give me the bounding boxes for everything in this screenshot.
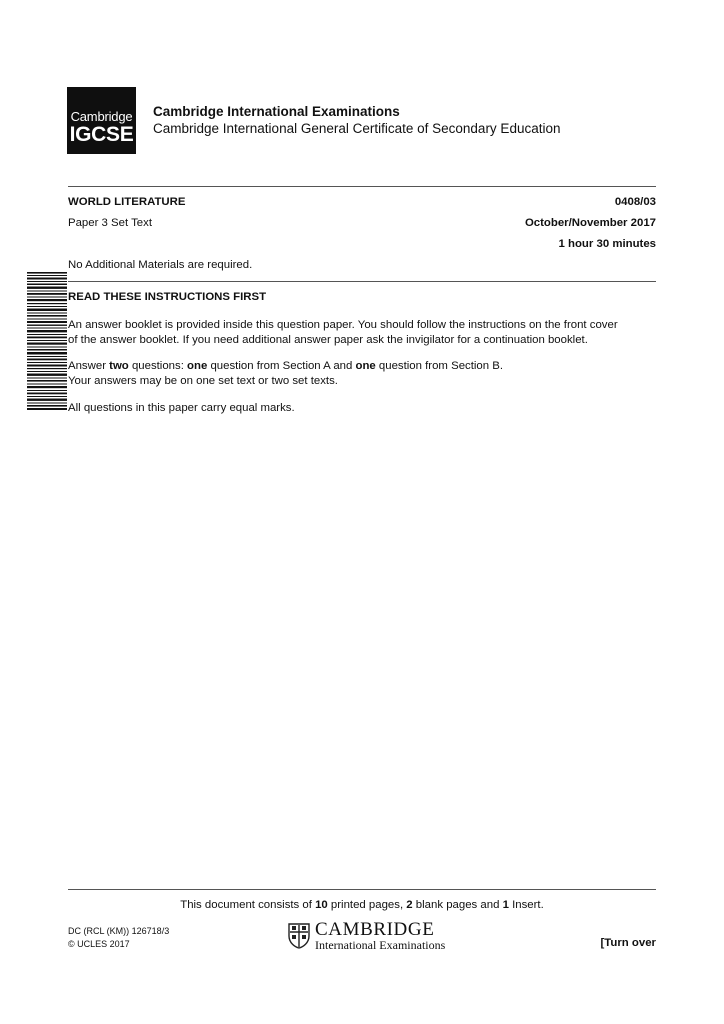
cambridge-brand-subtitle: International Examinations: [315, 938, 446, 952]
cambridge-brand-name: CAMBRIDGE: [315, 919, 435, 940]
copyright: © UCLES 2017: [68, 939, 130, 949]
instructions-heading: READ THESE INSTRUCTIONS FIRST: [68, 291, 267, 303]
subject-title: WORLD LITERATURE: [68, 196, 186, 208]
instructions-divider: [68, 281, 656, 282]
header-divider: [68, 186, 656, 187]
instruction-booklet-line1: An answer booklet is provided inside this question paper. You should follow the instructions on the front cover: [68, 319, 618, 331]
paper-code: 0408/03: [614, 196, 656, 208]
instruction-answer: [68, 359, 668, 389]
organisation-name: Cambridge International Examinations: [153, 104, 400, 119]
paper-name: Paper 3 Set Text: [68, 217, 153, 229]
document-reference: DC (RCL (KM)) 126718/3: [68, 926, 170, 936]
exam-duration: 1 hour 30 minutes: [558, 238, 656, 250]
instruction-answer-line1: Answer two questions: one question from Section A and one question from Section B.: [68, 360, 504, 372]
candidate-barcode: [27, 272, 67, 410]
turn-over-note: [Turn over: [600, 937, 656, 949]
instruction-booklet-line2: of the answer booklet. If you need additional answer paper ask the invigilator for a continuation booklet.: [68, 334, 588, 346]
footer-divider: [68, 889, 656, 890]
page-count-note: This document consists of 10 printed pages, 2 blank pages and 1 Insert.: [180, 899, 544, 911]
exam-session: October/November 2017: [524, 217, 656, 229]
instruction-marks: All questions in this paper carry equal marks.: [68, 402, 295, 414]
cambridge-igcse-logo: [67, 87, 136, 154]
certificate-name: Cambridge International General Certificate of Secondary Education: [153, 121, 561, 136]
cambridge-crest-icon: [288, 923, 310, 949]
logo-line-cambridge: Cambridge: [70, 109, 133, 124]
instruction-booklet: [68, 318, 668, 348]
instruction-answer-line2: Your answers may be on one set text or two set texts.: [68, 375, 338, 387]
materials-note: No Additional Materials are required.: [68, 259, 253, 271]
logo-line-igcse: IGCSE: [69, 123, 134, 146]
